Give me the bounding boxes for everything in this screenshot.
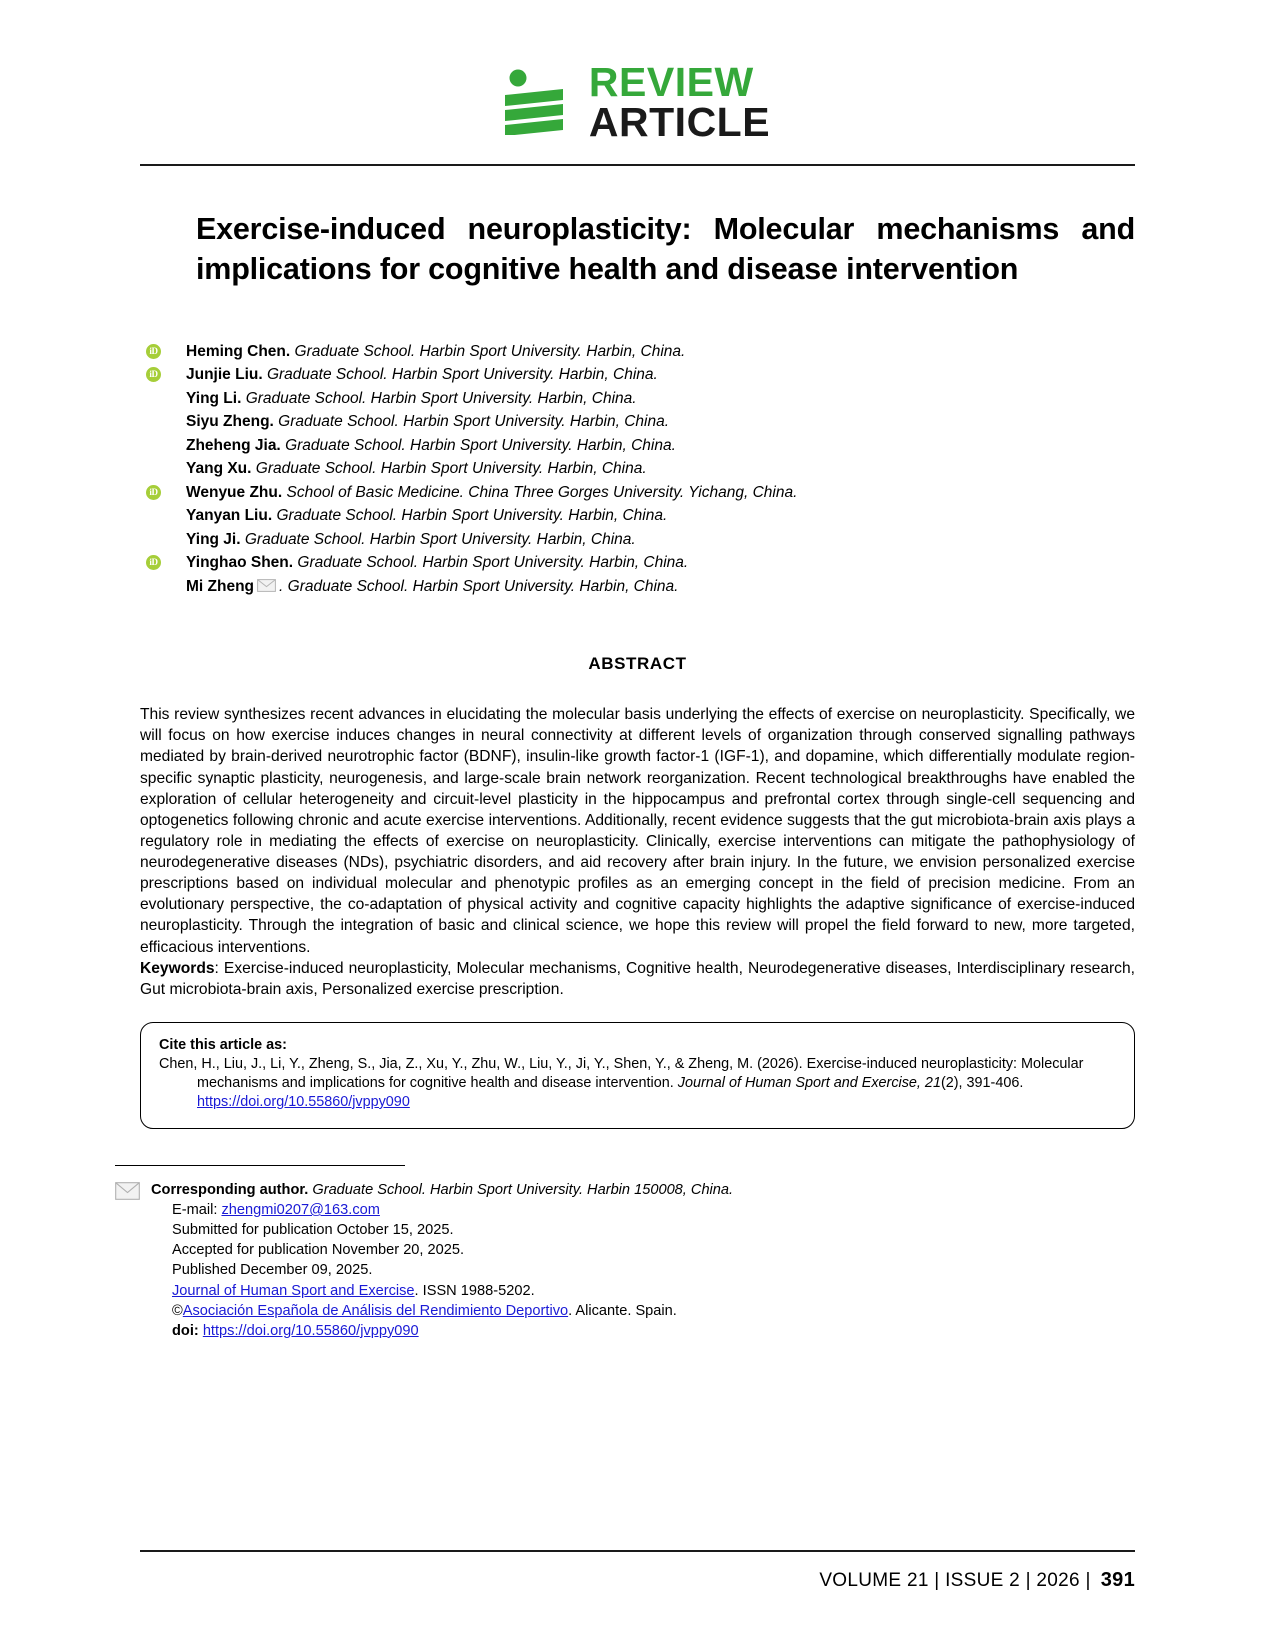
orcid-icon[interactable]: iD bbox=[146, 485, 161, 500]
author-name: Yang Xu. bbox=[186, 460, 252, 478]
keywords-label: Keywords bbox=[140, 959, 215, 977]
orcid-slot bbox=[140, 485, 186, 500]
email-label: E-mail: bbox=[172, 1202, 222, 1219]
abstract-body bbox=[140, 704, 1135, 958]
author-name: Zheheng Jia. bbox=[186, 436, 281, 454]
author-affiliation: Graduate School. Harbin Sport University. Harbin, China. bbox=[276, 507, 668, 525]
corresponding-author-label: Corresponding author. bbox=[151, 1181, 309, 1198]
author-name: Ying Li. bbox=[186, 389, 242, 407]
author-affiliation: Graduate School. Harbin Sport University. Harbin, China. bbox=[294, 342, 686, 360]
doi-line bbox=[115, 1321, 1135, 1341]
author-row bbox=[140, 504, 1135, 528]
publisher-location: . Alicante. Spain. bbox=[568, 1302, 677, 1319]
author-affiliation: Graduate School. Harbin Sport University. Harbin, China. bbox=[285, 436, 676, 454]
cite-doi-link[interactable]: https://doi.org/10.55860/jvppy090 bbox=[197, 1093, 410, 1110]
doi-link[interactable]: https://doi.org/10.55860/jvppy090 bbox=[202, 1322, 419, 1339]
author-row bbox=[140, 528, 1135, 552]
author-row bbox=[140, 410, 1135, 434]
orcid-icon[interactable]: iD bbox=[146, 344, 161, 359]
author-row bbox=[140, 387, 1135, 411]
author-affiliation: School of Basic Medicine. China Three Gorges University. Yichang, China. bbox=[286, 483, 798, 501]
journal-line bbox=[115, 1281, 1135, 1301]
copyright-symbol: © bbox=[172, 1302, 183, 1319]
keywords-value: : Exercise-induced neuroplasticity, Molecular mechanisms, Cognitive health, Neurodegenerative diseases, Interdisciplinary research, Gut microbiota-brain axis, Personalized exercise prescription. bbox=[140, 959, 1135, 998]
envelope-icon[interactable] bbox=[257, 576, 276, 589]
orcid-slot bbox=[140, 555, 186, 570]
keywords-line bbox=[140, 958, 1135, 1000]
author-affiliation: . Graduate School. Harbin Sport University. Harbin, China. bbox=[279, 577, 679, 595]
footnote-divider bbox=[115, 1165, 405, 1166]
orcid-slot bbox=[140, 344, 186, 359]
author-row bbox=[140, 457, 1135, 481]
published-date: Published December 09, 2025. bbox=[172, 1262, 373, 1279]
corresponding-author-line bbox=[115, 1180, 1135, 1200]
orcid-icon[interactable]: iD bbox=[146, 367, 161, 382]
journal-issn: . ISSN 1988-5202. bbox=[414, 1282, 535, 1299]
author-name: Ying Ji. bbox=[186, 530, 241, 548]
cite-box-body bbox=[159, 1055, 1116, 1112]
author-row bbox=[140, 575, 1135, 599]
abstract-paragraph: This review synthesizes recent advances in elucidating the molecular basis underlying the effects of exercise on neuroplasticity. Specifically, we will focus on how exercise induces changes in neural connectivity at different levels of organization through conserved signalling pathways mediated by brain-derived neurotrophic factor (BDNF), insulin-like growth factor-1 (IGF-1), and dopamine, which differentially modulate region-specific synaptic plasticity, neurogenesis, and large-scale brain network reorganization. Recent technological breakthroughs have enabled the exploration of cellular heterogeneity and circuit-level plasticity in the hippocampus and prefrontal cortex through single-cell sequencing and optogenetics following chronic and acute exercise interventions. Additionally, recent evidence suggests that the gut microbiota-brain axis plays a regulatory role in mediating the effects of exercise on neuroplasticity. Clinically, exercise interventions can mitigate the pathophysiology of neurodegenerative diseases (NDs), psychiatric disorders, and aid recovery after brain injury. In the future, we envision personalized exercise prescriptions based on individual molecular and phenotypic profiles as an emerging concept in the field of precision medicine. From an evolutionary perspective, the co-adaptation of physical activity and cognitive capacity highlights the adaptive significance of exercise-induced neuroplasticity. Through the integration of basic and clinical science, we hope this review will propel the field forward to new, more targeted, efficacious interventions. bbox=[140, 706, 1135, 956]
author-name: Siyu Zheng. bbox=[186, 413, 274, 431]
author-row bbox=[140, 434, 1135, 458]
volume-issue-year: VOLUME 21 | ISSUE 2 | 2026 | bbox=[819, 1570, 1091, 1591]
cite-issue: (2), bbox=[940, 1074, 963, 1091]
cite-line2-pre: Molecular mechanisms and implications for cognitive health and disease intervention. bbox=[197, 1055, 1084, 1091]
author-affiliation: Graduate School. Harbin Sport University. Harbin, China. bbox=[245, 389, 637, 407]
review-article-logo-icon bbox=[505, 69, 567, 135]
author-name: Junjie Liu. bbox=[186, 366, 263, 384]
author-affiliation: Graduate School. Harbin Sport University. Harbin, China. bbox=[297, 554, 689, 572]
author-row bbox=[140, 551, 1135, 575]
orcid-slot bbox=[140, 367, 186, 382]
corresponding-author-affiliation: Graduate School. Harbin Sport University. Harbin 150008, China. bbox=[308, 1181, 734, 1198]
envelope-icon bbox=[115, 1182, 140, 1200]
review-article-header bbox=[0, 59, 1275, 146]
cite-box-title: Cite this article as: bbox=[159, 1036, 287, 1053]
cite-this-article-box bbox=[140, 1022, 1135, 1129]
author-row bbox=[140, 363, 1135, 387]
page-title: Exercise-induced neuroplasticity: Molecular mechanisms and implications for cognitive health and disease intervention bbox=[196, 212, 1135, 286]
author-name: Heming Chen. bbox=[186, 342, 291, 360]
journal-link[interactable]: Journal of Human Sport and Exercise bbox=[172, 1282, 415, 1299]
email-link[interactable]: zhengmi0207@163.com bbox=[221, 1202, 380, 1219]
footer-volume-info bbox=[819, 1569, 1135, 1592]
cite-line1: Chen, H., Liu, J., Li, Y., Zheng, S., Jia, Z., Xu, Y., Zhu, W., Liu, Y., Ji, Y., Shen, Y., & Zheng, M. (2026). Exercise-induced neuroplasticity: bbox=[159, 1055, 1018, 1072]
author-row bbox=[140, 481, 1135, 505]
logo-article-text: ARTICLE bbox=[588, 99, 771, 146]
author-affiliation: Graduate School. Harbin Sport University. Harbin, China. bbox=[266, 366, 658, 384]
cite-reference bbox=[159, 1055, 1116, 1112]
author-affiliation: Graduate School. Harbin Sport University. Harbin, China. bbox=[244, 530, 636, 548]
logo-review-text: REVIEW bbox=[588, 59, 754, 105]
author-name: Wenyue Zhu. bbox=[186, 483, 283, 501]
cite-pages: 391-406. bbox=[966, 1074, 1024, 1091]
author-list bbox=[140, 340, 1135, 599]
submitted-date: Submitted for publication October 15, 2025. bbox=[172, 1222, 454, 1239]
footnote-block bbox=[115, 1180, 1135, 1341]
doi-label: doi: bbox=[172, 1322, 199, 1339]
accepted-date: Accepted for publication November 20, 2025. bbox=[172, 1242, 465, 1259]
author-row bbox=[140, 340, 1135, 364]
footer-divider bbox=[140, 1550, 1135, 1552]
header-divider bbox=[140, 164, 1135, 166]
page-number: 391 bbox=[1100, 1569, 1135, 1591]
author-name: Mi Zheng bbox=[186, 577, 255, 595]
orcid-icon[interactable]: iD bbox=[146, 555, 161, 570]
cite-journal-name: Journal of Human Sport and Exercise, bbox=[677, 1074, 921, 1091]
author-affiliation: Graduate School. Harbin Sport University. Harbin, China. bbox=[278, 413, 669, 431]
abstract-heading: ABSTRACT bbox=[588, 654, 687, 674]
copyright-line bbox=[115, 1301, 1135, 1321]
author-name: Yinghao Shen. bbox=[186, 554, 294, 572]
author-name: Yanyan Liu. bbox=[186, 507, 273, 525]
email-line bbox=[115, 1200, 1135, 1220]
author-affiliation: Graduate School. Harbin Sport University. Harbin, China. bbox=[255, 460, 647, 478]
cite-volume: 21 bbox=[920, 1074, 941, 1091]
publisher-link[interactable]: Asociación Española de Análisis del Rendimiento Deportivo bbox=[182, 1302, 569, 1319]
